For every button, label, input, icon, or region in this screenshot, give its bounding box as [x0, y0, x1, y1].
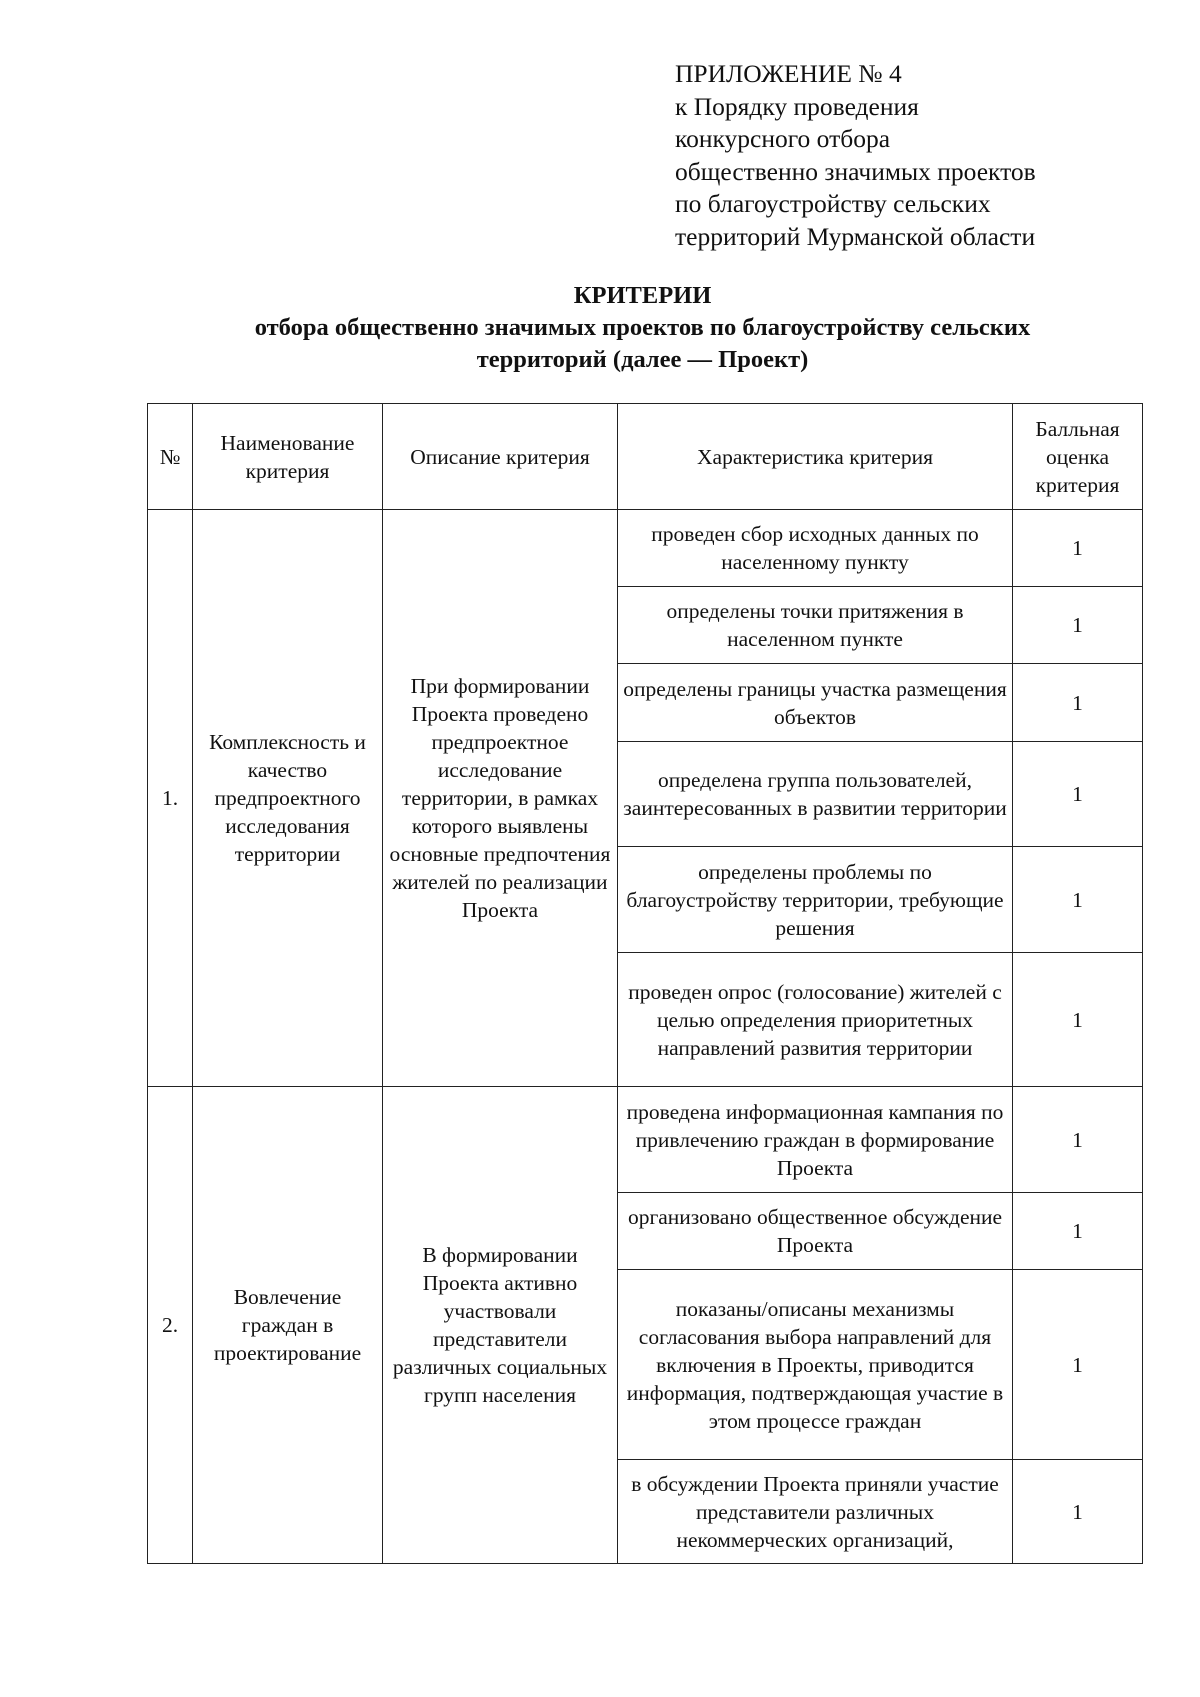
title-heading: КРИТЕРИИ: [573, 282, 712, 309]
group-1-description: При формировании Проекта проведено предпроектное исследование территории, в рамках которого выявлены основные предпочтения жителей по реализации Проекта: [383, 510, 618, 1087]
title-line-2: территорий (далее — Проект): [476, 346, 809, 373]
criterion-characteristic: проведен опрос (голосование) жителей с целью определения приоритетных направлений развития территории: [618, 953, 1013, 1087]
criterion-characteristic: проведена информационная кампания по привлечению граждан в формирование Проекта: [618, 1087, 1013, 1193]
criterion-characteristic: в обсуждении Проекта приняли участие представители различных некоммерческих организаций,: [618, 1460, 1013, 1564]
criterion-characteristic: проведен сбор исходных данных по населенному пункту: [618, 510, 1013, 587]
criterion-score: 1: [1013, 953, 1143, 1087]
annex-header: [675, 58, 1036, 253]
annex-line: ПРИЛОЖЕНИЕ № 4: [675, 59, 902, 88]
header-name: Наименование критерия: [193, 404, 383, 510]
header-characteristic: Характеристика критерия: [618, 404, 1013, 510]
annex-line: по благоустройству сельских: [675, 189, 991, 218]
table-header-row: [148, 404, 1143, 510]
criterion-score: 1: [1013, 1270, 1143, 1460]
group-2-description: В формировании Проекта активно участвовали представители различных социальных групп населения: [383, 1087, 618, 1564]
group-2-name: Вовлечение граждан в проектирование: [193, 1087, 383, 1564]
criteria-table: [147, 403, 1143, 1564]
criterion-score: 1: [1013, 664, 1143, 742]
header-num: №: [148, 404, 193, 510]
group-1-num: 1.: [148, 510, 193, 1087]
criterion-score: 1: [1013, 510, 1143, 587]
title-line-1: отбора общественно значимых проектов по благоустройству сельских: [254, 314, 1031, 341]
table-row: [148, 1087, 1143, 1193]
criterion-characteristic: организовано общественное обсуждение Проекта: [618, 1193, 1013, 1270]
annex-line: территорий Мурманской области: [675, 221, 1036, 251]
document-title: [150, 280, 1135, 376]
criterion-score: 1: [1013, 847, 1143, 953]
criterion-score: 1: [1013, 1193, 1143, 1270]
annex-line: конкурсного отбора: [675, 124, 891, 153]
criterion-characteristic: определены границы участка размещения объектов: [618, 664, 1013, 742]
group-2-num: 2.: [148, 1087, 193, 1564]
table-row: [148, 510, 1143, 587]
annex-line: к Порядку проведения: [675, 91, 919, 121]
criterion-score: 1: [1013, 1087, 1143, 1193]
annex-line: общественно значимых проектов: [675, 156, 1036, 186]
header-description: Описание критерия: [383, 404, 618, 510]
criterion-score: 1: [1013, 1460, 1143, 1564]
criterion-characteristic: определена группа пользователей, заинтересованных в развитии территории: [618, 742, 1013, 847]
criterion-characteristic: определены точки притяжения в населенном пункте: [618, 587, 1013, 664]
criterion-score: 1: [1013, 587, 1143, 664]
criterion-score: 1: [1013, 742, 1143, 847]
criterion-characteristic: определены проблемы по благоустройству территории, требующие решения: [618, 847, 1013, 953]
criterion-characteristic: показаны/описаны механизмы согласования выбора направлений для включения в Проекты, приводится информация, подтверждающая участие в этом процессе граждан: [618, 1270, 1013, 1460]
group-1-name: Комплексность и качество предпроектного исследования территории: [193, 510, 383, 1087]
header-score: Балльная оценка критерия: [1013, 404, 1143, 510]
